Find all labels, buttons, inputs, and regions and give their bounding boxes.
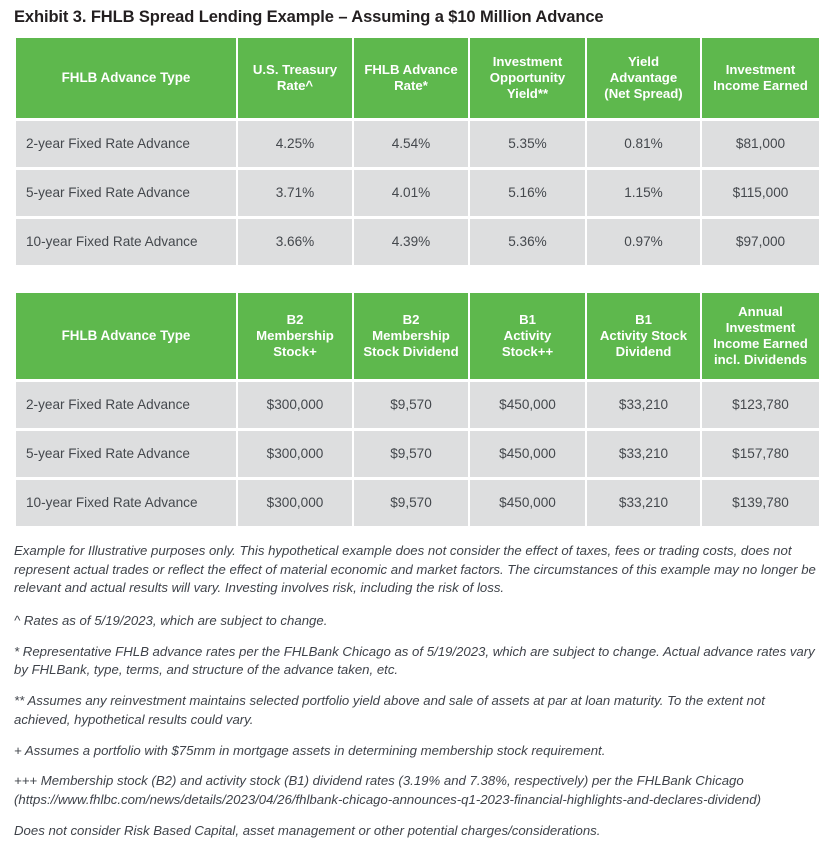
header-line: B2 (402, 312, 420, 328)
cell-b1-activity-stock: $450,000 (470, 477, 585, 526)
column-header-investment-yield (470, 38, 585, 118)
cell-advance-rate: 4.01% (354, 167, 468, 216)
cell-b1-activity-stock: $450,000 (470, 428, 585, 477)
footnote-double-asterisk-reinvestment: ** Assumes any reinvestment maintains selected portfolio yield above and sale of assets at par at loan maturity. To the extent not achieved, hypothetical results could vary. (14, 693, 765, 727)
header-line: Advantage (609, 69, 678, 85)
cell-b2-membership-stock-dividend: $9,570 (354, 477, 468, 526)
header-line: B1 (519, 312, 536, 328)
header-line: U.S. Treasury (252, 61, 338, 77)
header-line: Dividend (615, 343, 672, 359)
cell-yield-advantage: 0.97% (587, 216, 700, 265)
column-header-advance-type (16, 293, 236, 379)
cell-treasury-rate: 3.66% (238, 216, 352, 265)
column-header-b1-activity-stock-dividend (587, 293, 700, 379)
header-line: Annual (738, 304, 783, 320)
header-line: Yield (627, 54, 660, 70)
header-line: Stock++ (501, 343, 554, 359)
cell-b1-activity-stock-dividend: $33,210 (587, 428, 700, 477)
header-line: Rate^ (276, 77, 314, 93)
cell-yield-advantage: 1.15% (587, 167, 700, 216)
spread-lending-table (14, 38, 821, 265)
cell-b2-membership-stock: $300,000 (238, 379, 352, 428)
cell-yield-advantage: 0.81% (587, 118, 700, 167)
header-line: Activity (503, 327, 552, 343)
header-line: B2 (286, 312, 304, 328)
header-line: Membership (372, 327, 450, 343)
cell-b1-activity-stock: $450,000 (470, 379, 585, 428)
table-row (16, 167, 819, 216)
column-header-annual-income-incl-dividends (702, 293, 819, 379)
table-spacer (14, 265, 819, 293)
cell-b1-activity-stock-dividend: $33,210 (587, 379, 700, 428)
exhibit-title: Exhibit 3. FHLB Spread Lending Example – Assuming a $10 Million Advance (14, 8, 604, 26)
cell-b2-membership-stock-dividend: $9,570 (354, 379, 468, 428)
table-row (16, 118, 819, 167)
cell-investment-yield: 5.35% (470, 118, 585, 167)
column-header-yield-advantage (587, 38, 700, 118)
table-row (16, 477, 819, 526)
header-line: Rate* (394, 77, 428, 93)
footnote-triple-plus-dividend-rates: +++ Membership stock (B2) and activity stock (B1) dividend rates (3.19% and 7.38%, respectively) per the FHLBank Chicago (https://www.fhlbc.com/news/details/2023/04/26/fhlbank-chicago-announces-q1-2023-financial-highlights-and-declares-dividend) (14, 773, 761, 808)
footnote-plus-portfolio: + Assumes a portfolio with $75mm in mortgage assets in determining membership stock requirement. (14, 742, 606, 758)
cell-income-earned: $115,000 (702, 167, 819, 216)
header-line: Investment (725, 61, 796, 77)
stock-dividend-table (14, 293, 821, 526)
cell-advance-type: 2-year Fixed Rate Advance (16, 379, 236, 428)
footnotes-section (14, 526, 819, 841)
cell-b2-membership-stock-dividend: $9,570 (354, 428, 468, 477)
header-line: Membership (256, 327, 334, 343)
cell-advance-type: 10-year Fixed Rate Advance (16, 477, 236, 526)
cell-investment-yield: 5.16% (470, 167, 585, 216)
cell-income-earned: $81,000 (702, 118, 819, 167)
header-line: incl. Dividends (713, 351, 808, 367)
column-header-b2-membership-stock (238, 293, 352, 379)
header-line: FHLB Advance Type (61, 69, 191, 85)
cell-b2-membership-stock: $300,000 (238, 477, 352, 526)
footnote-risk-based-capital: Does not consider Risk Based Capital, asset management or other potential charges/considerations. (14, 822, 601, 838)
footnote-caret-rates: ^ Rates as of 5/19/2023, which are subject to change. (14, 613, 328, 628)
header-line: FHLB Advance Type (61, 327, 191, 343)
header-line: Investment (492, 54, 563, 70)
column-header-advance-type (16, 38, 236, 118)
cell-b2-membership-stock: $300,000 (238, 428, 352, 477)
header-line: B1 (635, 312, 652, 328)
column-header-b2-membership-stock-dividend (354, 293, 468, 379)
footnote-asterisk-advance-rates: * Representative FHLB advance rates per the FHLBank Chicago as of 5/19/2023, which are subject to change. Actual advance rates vary by FHLBank, type, terms, and structure of the advance taken, etc. (14, 643, 815, 678)
table-row (16, 216, 819, 265)
table-header-row (16, 38, 819, 118)
footnote-disclaimer: Example for Illustrative purposes only. This hypothetical example does not consider the effect of taxes, fees or trading costs, does not represent actual trades or reflect the effect of material economic and market factors. The circumstances of this example may no longer be relevant and actual results will vary. Investing involves risk, including the risk of loss. (14, 542, 816, 596)
header-line: (Net Spread) (604, 85, 683, 101)
column-header-advance-rate (354, 38, 468, 118)
cell-advance-type: 2-year Fixed Rate Advance (16, 118, 236, 167)
header-line: Stock+ (273, 343, 317, 359)
header-line: Yield** (506, 85, 549, 101)
header-line: Activity Stock (599, 327, 688, 343)
header-line: Opportunity (489, 69, 566, 85)
column-header-b1-activity-stock (470, 293, 585, 379)
cell-treasury-rate: 4.25% (238, 118, 352, 167)
header-line: Investment (725, 319, 796, 335)
cell-advance-type: 5-year Fixed Rate Advance (16, 428, 236, 477)
table-row (16, 428, 819, 477)
header-line: Income Earned (713, 77, 808, 93)
cell-annual-income-incl-dividends: $139,780 (702, 477, 819, 526)
table-header-row (16, 293, 819, 379)
cell-advance-rate: 4.54% (354, 118, 468, 167)
header-line: Income Earned (713, 335, 808, 351)
column-header-treasury-rate (238, 38, 352, 118)
cell-b1-activity-stock-dividend: $33,210 (587, 477, 700, 526)
table-row (16, 379, 819, 428)
cell-treasury-rate: 3.71% (238, 167, 352, 216)
cell-investment-yield: 5.36% (470, 216, 585, 265)
cell-advance-rate: 4.39% (354, 216, 468, 265)
cell-annual-income-incl-dividends: $157,780 (702, 428, 819, 477)
cell-income-earned: $97,000 (702, 216, 819, 265)
header-line: FHLB Advance (364, 61, 458, 77)
cell-advance-type: 10-year Fixed Rate Advance (16, 216, 236, 265)
cell-advance-type: 5-year Fixed Rate Advance (16, 167, 236, 216)
column-header-income-earned (702, 38, 819, 118)
cell-annual-income-incl-dividends: $123,780 (702, 379, 819, 428)
header-line: Stock Dividend (363, 343, 459, 359)
